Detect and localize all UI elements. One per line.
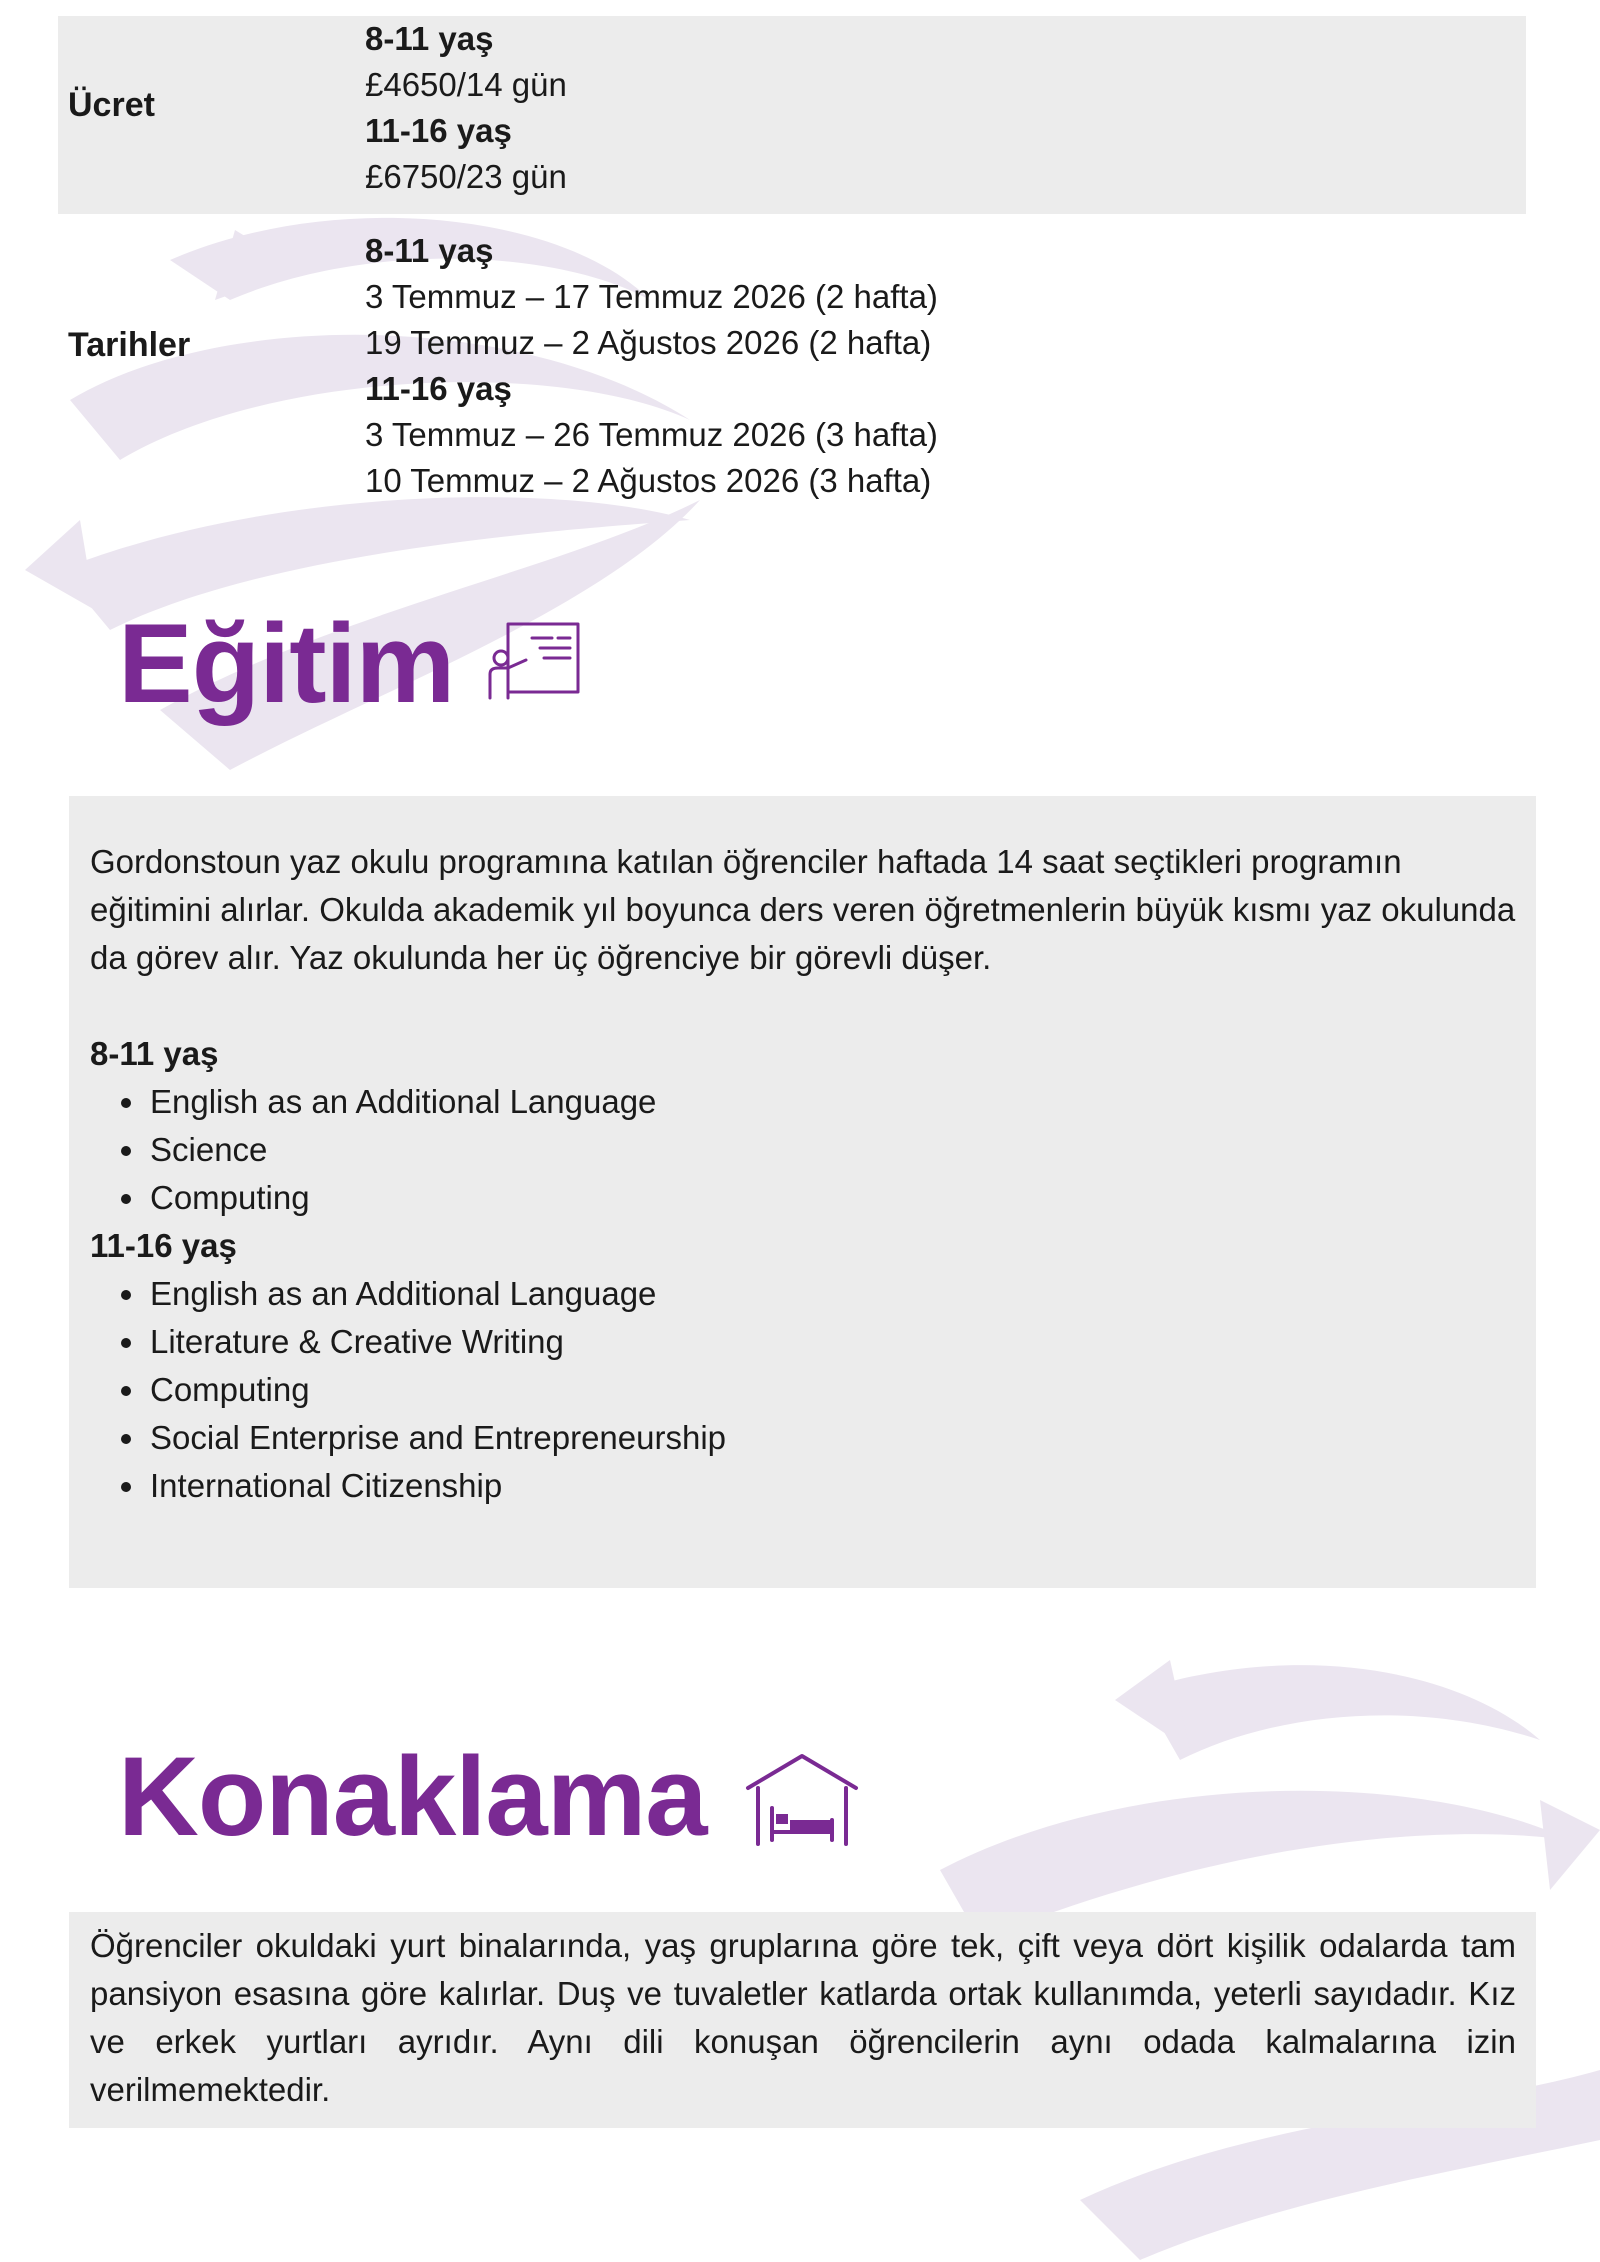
list-item: • English as an Additional Language	[148, 1078, 1520, 1126]
dates-age-group: 8-11 yaş	[365, 232, 494, 269]
date-range: 3 Temmuz – 26 Temmuz 2026 (3 hafta)	[365, 416, 938, 453]
course-age-group: 11-16 yaş	[90, 1227, 237, 1264]
list-item: • English as an Additional Language	[148, 1270, 1520, 1318]
education-course-list	[90, 1030, 1520, 1510]
dates-age-group: 11-16 yaş	[365, 370, 512, 407]
date-range: 19 Temmuz – 2 Ağustos 2026 (2 hafta)	[365, 324, 932, 361]
dates-label: Tarihler	[68, 326, 191, 364]
education-title: Eğitim	[118, 601, 455, 726]
date-range: 10 Temmuz – 2 Ağustos 2026 (3 hafta)	[365, 462, 932, 499]
course-list	[90, 1270, 1520, 1510]
accommodation-box	[69, 1912, 1536, 2128]
list-item: • Computing	[148, 1366, 1520, 1414]
list-item: • Computing	[148, 1174, 1520, 1222]
course-age-group: 8-11 yaş	[90, 1035, 219, 1072]
list-item: • Social Enterprise and Entrepreneurship	[148, 1414, 1520, 1462]
list-item: • Science	[148, 1126, 1520, 1174]
teacher-presentation-icon	[486, 620, 582, 700]
fee-row	[58, 16, 1526, 214]
date-range: 3 Temmuz – 17 Temmuz 2026 (2 hafta)	[365, 278, 938, 315]
list-item: • Literature & Creative Writing	[148, 1318, 1520, 1366]
house-bed-icon	[744, 1752, 860, 1848]
fee-price: £4650/14 gün	[365, 66, 567, 103]
education-box	[69, 796, 1536, 1588]
list-item: • International Citizenship	[148, 1462, 1520, 1510]
accommodation-title: Konaklama	[118, 1734, 707, 1859]
accommodation-text: Öğrenciler okuldaki yurt binalarında, yaş gruplarına göre tek, çift veya dört kişilik odalarda tam pansiyon esasına göre kalırlar. Duş ve tuvaletler katlarda ortak kullanımda, yeterli sayıdadır. Kız ve erkek yurtları ayrıdır. Aynı dili konuşan öğrencilerin aynı odada kalmalarına izin verilmemektedir.	[90, 1927, 1516, 2108]
fee-age-group: 8-11 yaş	[365, 20, 494, 57]
dates-row	[58, 214, 1526, 514]
fee-values	[365, 16, 567, 200]
course-list	[90, 1078, 1520, 1222]
fee-price: £6750/23 gün	[365, 158, 567, 195]
education-intro: Gordonstoun yaz okulu programına katılan öğrenciler haftada 14 saat seçtikleri programın eğitimini alırlar. Okulda akademik yıl boyunca ders veren öğretmenlerin büyük kısmı yaz okulunda da görev alır. Yaz okulunda her üç öğrenciye bir görevli düşer.	[90, 843, 1516, 976]
fee-label: Ücret	[68, 86, 155, 124]
dates-values	[365, 228, 938, 504]
fee-age-group: 11-16 yaş	[365, 112, 512, 149]
